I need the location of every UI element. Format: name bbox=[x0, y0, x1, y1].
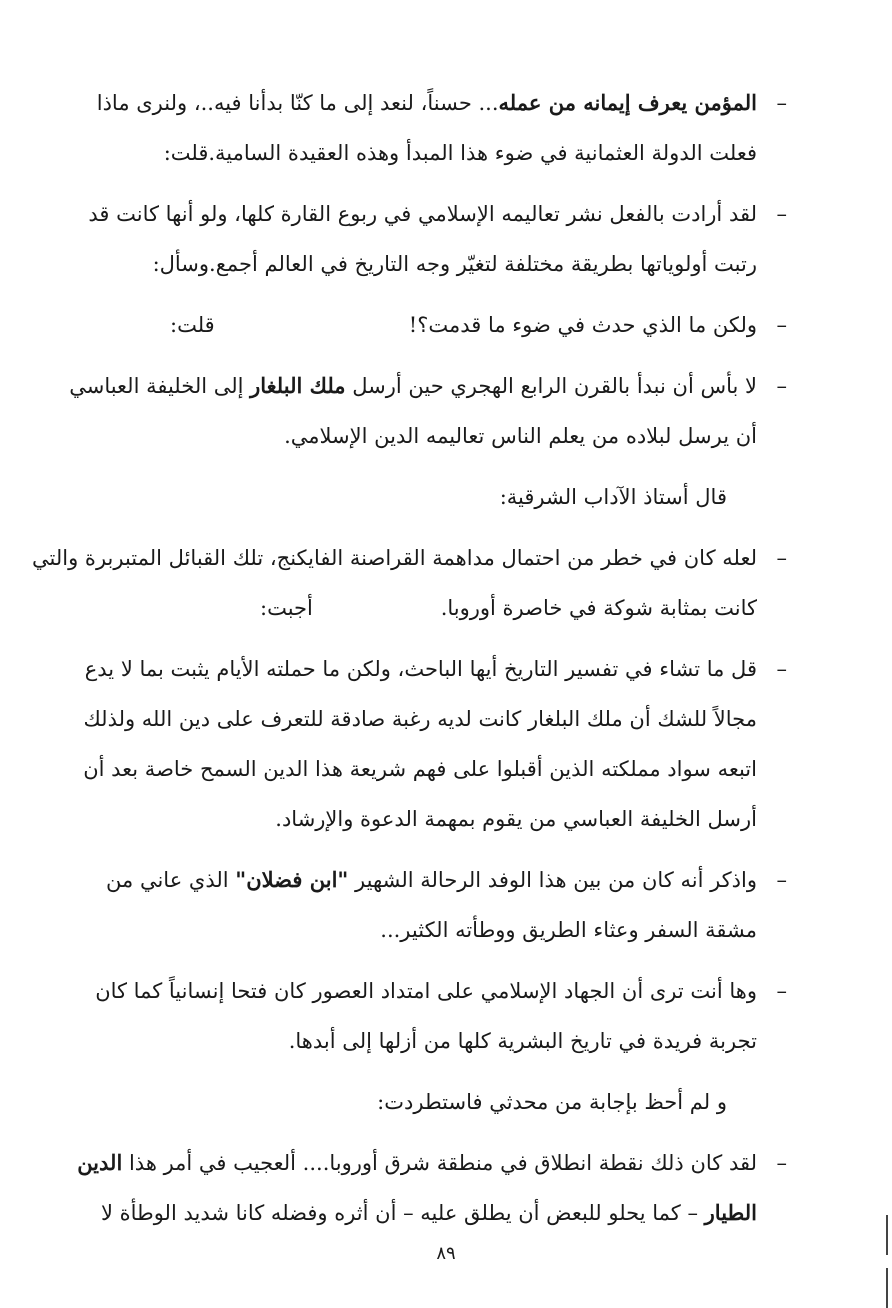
page-body bbox=[32, 78, 787, 1249]
text-line: المؤمن يعرف إيمانه من عمله... حسناً، لنعد إلى ما كنّا بدأنا فيه..، ولنرى ماذا bbox=[96, 90, 757, 115]
dialogue-dash: – bbox=[776, 868, 787, 892]
dialogue-paragraph bbox=[77, 1138, 787, 1238]
dialogue-dash: – bbox=[776, 979, 787, 1003]
dialogue-dash: – bbox=[776, 374, 787, 398]
text-line: اتبعه سواد مملكته الذين أقبلوا على فهم شريعة هذا الدين السمح خاصة بعد أن bbox=[83, 757, 757, 781]
text-line: مشقة السفر وعثاء الطريق ووطأته الكثير... bbox=[380, 918, 757, 942]
dialogue-paragraph bbox=[88, 189, 787, 289]
dialogue-paragraph bbox=[110, 300, 787, 350]
speaker-cue: قلت: bbox=[170, 313, 215, 337]
scan-edge-mark bbox=[886, 1215, 888, 1255]
text-line: فعلت الدولة العثمانية في ضوء هذا المبدأ وهذه العقيدة السامية. قلت: bbox=[110, 128, 757, 178]
text-line: مجالاً للشك أن ملك البلغار كانت لديه رغبة صادقة للتعرف على دين الله ولذلك bbox=[83, 707, 757, 731]
text-line: و لم أحظ بإجابة من محدثي فاستطردت: bbox=[377, 1090, 727, 1114]
scan-edge-mark bbox=[886, 1268, 888, 1308]
text-line: تجربة فريدة في تاريخ البشرية كلها من أزلها إلى أبدها. bbox=[288, 1029, 757, 1053]
text-line: لقد كان ذلك نقطة انطلاق في منطقة شرق أوروبا.... ألعجيب في أمر هذا الدين bbox=[77, 1150, 757, 1175]
bold-phrase: المؤمن يعرف إيمانه من عمله bbox=[498, 90, 757, 115]
text-line: قال أستاذ الآداب الشرقية: bbox=[499, 485, 727, 509]
bold-phrase: الطيار bbox=[704, 1200, 757, 1225]
text-line: أرسل الخليفة العباسي من يقوم بمهمة الدعوة والإرشاد. bbox=[275, 807, 757, 831]
text-line: قل ما تشاء في تفسير التاريخ أيها الباحث، ولكن ما حملته الأيام يثبت بما لا يدع bbox=[84, 657, 757, 681]
dialogue-paragraph bbox=[95, 966, 787, 1066]
dialogue-paragraph bbox=[96, 78, 787, 178]
text-line: لقد أرادت بالفعل نشر تعاليمه الإسلامي في ربوع القارة كلها، ولو أنها كانت قد bbox=[88, 202, 757, 226]
bold-phrase: "ابن فضلان" bbox=[235, 867, 349, 892]
text-line: واذكر أنه كان من بين هذا الوفد الرحالة الشهير "ابن فضلان" الذي عاني من bbox=[106, 867, 757, 892]
text-line: رتبت أولوياتها بطريقة مختلفة لتغيّر وجه التاريخ في العالم أجمع. وسأل: bbox=[110, 239, 757, 289]
dialogue-dash: – bbox=[776, 202, 787, 226]
text-line: لعله كان في خطر من احتمال مداهمة القراصنة الفايكنج، تلك القبائل المتبربرة والتي bbox=[32, 546, 757, 570]
dialogue-dash: – bbox=[776, 657, 787, 681]
dialogue-dash: – bbox=[776, 313, 787, 337]
text-line: وها أنت ترى أن الجهاد الإسلامي على امتداد العصور كان فتحا إنسانياً كما كان bbox=[95, 979, 757, 1003]
text-line: كانت بمثابة شوكة في خاصرة أوروبا. أجبت: bbox=[110, 583, 757, 633]
bold-phrase: الدين bbox=[77, 1150, 123, 1175]
bold-phrase: ملك البلغار bbox=[250, 373, 346, 398]
text-line: أن يرسل لبلاده من يعلم الناس تعاليمه الدين الإسلامي. bbox=[284, 424, 757, 448]
speaker-cue: أجبت: bbox=[260, 596, 313, 620]
dialogue-paragraph bbox=[106, 855, 787, 955]
narration-paragraph bbox=[110, 1077, 787, 1127]
dialogue-dash: – bbox=[776, 546, 787, 570]
dialogue-paragraph bbox=[32, 533, 787, 633]
dialogue-dash: – bbox=[776, 91, 787, 115]
narration-paragraph bbox=[110, 472, 787, 522]
text-line: الطيار – كما يحلو للبعض أن يطلق عليه – أن أثره وفضله كانا شديد الوطأة لا bbox=[100, 1200, 757, 1225]
dialogue-paragraph bbox=[83, 644, 787, 844]
page-number: ٨٩ bbox=[436, 1243, 456, 1264]
dialogue-paragraph bbox=[69, 361, 787, 461]
text-line: ولكن ما الذي حدث في ضوء ما قدمت؟! قلت: bbox=[110, 300, 757, 350]
speaker-cue: قلت: bbox=[163, 141, 209, 165]
text-line: لا بأس أن نبدأ بالقرن الرابع الهجري حين أرسل ملك البلغار إلى الخليفة العباسي bbox=[69, 373, 757, 398]
speaker-cue: وسأل: bbox=[152, 252, 210, 276]
dialogue-dash: – bbox=[776, 1151, 787, 1175]
